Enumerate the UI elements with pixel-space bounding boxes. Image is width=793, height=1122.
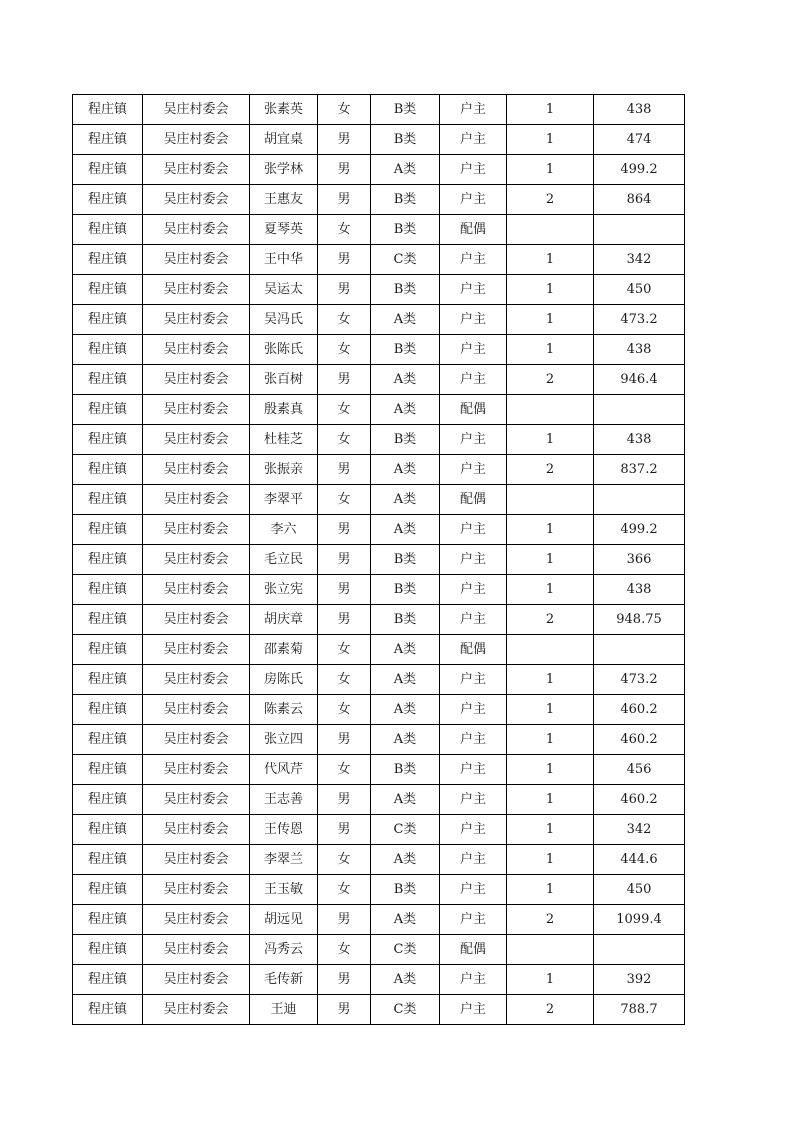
village-cell: 吴庄村委会 (143, 335, 250, 365)
gender-cell: 女 (318, 485, 371, 515)
amount-cell: 864 (594, 185, 685, 215)
name-cell: 张百树 (250, 365, 318, 395)
town-cell: 程庄镇 (73, 365, 143, 395)
relation-cell: 户主 (440, 665, 507, 695)
village-cell: 吴庄村委会 (143, 965, 250, 995)
table-row (73, 335, 685, 365)
table-row (73, 365, 685, 395)
household-count-cell: 1 (507, 725, 594, 755)
town-cell: 程庄镇 (73, 425, 143, 455)
village-cell: 吴庄村委会 (143, 515, 250, 545)
town-cell: 程庄镇 (73, 935, 143, 965)
category-cell: C类 (371, 245, 440, 275)
town-cell: 程庄镇 (73, 785, 143, 815)
town-cell: 程庄镇 (73, 125, 143, 155)
name-cell: 冯秀云 (250, 935, 318, 965)
village-cell: 吴庄村委会 (143, 305, 250, 335)
category-cell: A类 (371, 395, 440, 425)
relation-cell: 户主 (440, 545, 507, 575)
town-cell: 程庄镇 (73, 755, 143, 785)
village-cell: 吴庄村委会 (143, 605, 250, 635)
relation-cell: 户主 (440, 575, 507, 605)
table-row (73, 725, 685, 755)
amount-cell: 499.2 (594, 155, 685, 185)
amount-cell: 1099.4 (594, 905, 685, 935)
relation-cell: 户主 (440, 245, 507, 275)
household-count-cell: 1 (507, 785, 594, 815)
name-cell: 房陈氏 (250, 665, 318, 695)
category-cell: C类 (371, 935, 440, 965)
gender-cell: 男 (318, 905, 371, 935)
gender-cell: 女 (318, 635, 371, 665)
household-count-cell: 1 (507, 545, 594, 575)
gender-cell: 女 (318, 305, 371, 335)
category-cell: A类 (371, 155, 440, 185)
name-cell: 王迪 (250, 995, 318, 1025)
name-cell: 王玉敏 (250, 875, 318, 905)
category-cell: A类 (371, 965, 440, 995)
gender-cell: 男 (318, 245, 371, 275)
category-cell: B类 (371, 335, 440, 365)
name-cell: 邵素菊 (250, 635, 318, 665)
household-count-cell: 1 (507, 425, 594, 455)
amount-cell: 456 (594, 755, 685, 785)
amount-cell: 460.2 (594, 785, 685, 815)
village-cell: 吴庄村委会 (143, 755, 250, 785)
name-cell: 吴冯氏 (250, 305, 318, 335)
household-count-cell (507, 395, 594, 425)
amount-cell: 450 (594, 875, 685, 905)
relation-cell: 户主 (440, 155, 507, 185)
town-cell: 程庄镇 (73, 395, 143, 425)
category-cell: B类 (371, 605, 440, 635)
amount-cell: 948.75 (594, 605, 685, 635)
gender-cell: 男 (318, 365, 371, 395)
category-cell: A类 (371, 515, 440, 545)
household-count-cell: 1 (507, 155, 594, 185)
name-cell: 毛立民 (250, 545, 318, 575)
gender-cell: 男 (318, 605, 371, 635)
name-cell: 李翠平 (250, 485, 318, 515)
category-cell: C类 (371, 995, 440, 1025)
village-cell: 吴庄村委会 (143, 995, 250, 1025)
relation-cell: 户主 (440, 425, 507, 455)
gender-cell: 女 (318, 755, 371, 785)
town-cell: 程庄镇 (73, 95, 143, 125)
town-cell: 程庄镇 (73, 875, 143, 905)
village-cell: 吴庄村委会 (143, 155, 250, 185)
name-cell: 张陈氏 (250, 335, 318, 365)
household-count-cell: 1 (507, 815, 594, 845)
relation-cell: 配偶 (440, 215, 507, 245)
town-cell: 程庄镇 (73, 305, 143, 335)
household-count-cell: 1 (507, 515, 594, 545)
records-body (73, 95, 685, 1025)
town-cell: 程庄镇 (73, 905, 143, 935)
name-cell: 殷素真 (250, 395, 318, 425)
name-cell: 王中华 (250, 245, 318, 275)
household-count-cell: 1 (507, 965, 594, 995)
household-count-cell (507, 485, 594, 515)
table-row (73, 395, 685, 425)
category-cell: B类 (371, 275, 440, 305)
name-cell: 陈素云 (250, 695, 318, 725)
amount-cell: 438 (594, 95, 685, 125)
village-cell: 吴庄村委会 (143, 185, 250, 215)
amount-cell: 438 (594, 575, 685, 605)
gender-cell: 男 (318, 155, 371, 185)
town-cell: 程庄镇 (73, 605, 143, 635)
gender-cell: 女 (318, 215, 371, 245)
amount-cell: 460.2 (594, 695, 685, 725)
gender-cell: 女 (318, 875, 371, 905)
household-count-cell: 1 (507, 875, 594, 905)
table-row (73, 995, 685, 1025)
amount-cell: 342 (594, 815, 685, 845)
village-cell: 吴庄村委会 (143, 845, 250, 875)
relation-cell: 户主 (440, 995, 507, 1025)
table-row (73, 455, 685, 485)
amount-cell: 392 (594, 965, 685, 995)
household-count-cell: 1 (507, 125, 594, 155)
village-cell: 吴庄村委会 (143, 275, 250, 305)
gender-cell: 男 (318, 545, 371, 575)
name-cell: 张素英 (250, 95, 318, 125)
village-cell: 吴庄村委会 (143, 125, 250, 155)
village-cell: 吴庄村委会 (143, 425, 250, 455)
category-cell: B类 (371, 575, 440, 605)
table-row (73, 935, 685, 965)
household-count-cell (507, 935, 594, 965)
table-row (73, 605, 685, 635)
town-cell: 程庄镇 (73, 455, 143, 485)
relation-cell: 户主 (440, 815, 507, 845)
relation-cell: 户主 (440, 455, 507, 485)
village-cell: 吴庄村委会 (143, 545, 250, 575)
table-row (73, 965, 685, 995)
table-row (73, 155, 685, 185)
town-cell: 程庄镇 (73, 515, 143, 545)
category-cell: B类 (371, 425, 440, 455)
name-cell: 胡庆章 (250, 605, 318, 635)
amount-cell: 473.2 (594, 665, 685, 695)
village-cell: 吴庄村委会 (143, 785, 250, 815)
name-cell: 李翠兰 (250, 845, 318, 875)
village-cell: 吴庄村委会 (143, 905, 250, 935)
category-cell: B类 (371, 875, 440, 905)
relation-cell: 户主 (440, 365, 507, 395)
table-row (73, 785, 685, 815)
name-cell: 王惠友 (250, 185, 318, 215)
amount-cell: 342 (594, 245, 685, 275)
table-row (73, 575, 685, 605)
household-count-cell: 1 (507, 335, 594, 365)
table-row (73, 185, 685, 215)
name-cell: 王传恩 (250, 815, 318, 845)
household-count-cell: 2 (507, 365, 594, 395)
table-row (73, 515, 685, 545)
table-row (73, 275, 685, 305)
amount-cell: 366 (594, 545, 685, 575)
name-cell: 李六 (250, 515, 318, 545)
amount-cell: 450 (594, 275, 685, 305)
gender-cell: 女 (318, 665, 371, 695)
amount-cell (594, 935, 685, 965)
relation-cell: 配偶 (440, 485, 507, 515)
category-cell: A类 (371, 845, 440, 875)
relation-cell: 户主 (440, 755, 507, 785)
table-row (73, 485, 685, 515)
name-cell: 毛传新 (250, 965, 318, 995)
category-cell: B类 (371, 755, 440, 785)
household-count-cell: 1 (507, 305, 594, 335)
gender-cell: 女 (318, 935, 371, 965)
relation-cell: 户主 (440, 695, 507, 725)
household-count-cell: 1 (507, 755, 594, 785)
village-cell: 吴庄村委会 (143, 215, 250, 245)
relation-cell: 配偶 (440, 635, 507, 665)
amount-cell (594, 485, 685, 515)
gender-cell: 女 (318, 335, 371, 365)
gender-cell: 女 (318, 425, 371, 455)
relation-cell: 配偶 (440, 935, 507, 965)
records-table (72, 94, 685, 1025)
gender-cell: 男 (318, 125, 371, 155)
gender-cell: 男 (318, 995, 371, 1025)
amount-cell: 438 (594, 425, 685, 455)
household-count-cell: 2 (507, 455, 594, 485)
town-cell: 程庄镇 (73, 995, 143, 1025)
village-cell: 吴庄村委会 (143, 665, 250, 695)
relation-cell: 户主 (440, 605, 507, 635)
amount-cell (594, 215, 685, 245)
category-cell: A类 (371, 725, 440, 755)
name-cell: 王志善 (250, 785, 318, 815)
relation-cell: 户主 (440, 515, 507, 545)
table-row (73, 425, 685, 455)
gender-cell: 男 (318, 815, 371, 845)
relation-cell: 户主 (440, 905, 507, 935)
name-cell: 张立四 (250, 725, 318, 755)
table-row (73, 695, 685, 725)
gender-cell: 女 (318, 845, 371, 875)
household-count-cell: 1 (507, 665, 594, 695)
amount-cell: 438 (594, 335, 685, 365)
amount-cell: 444.6 (594, 845, 685, 875)
gender-cell: 女 (318, 395, 371, 425)
category-cell: A类 (371, 665, 440, 695)
household-count-cell: 2 (507, 995, 594, 1025)
table-row (73, 305, 685, 335)
category-cell: A类 (371, 785, 440, 815)
relation-cell: 户主 (440, 845, 507, 875)
household-count-cell (507, 215, 594, 245)
town-cell: 程庄镇 (73, 665, 143, 695)
amount-cell: 499.2 (594, 515, 685, 545)
amount-cell: 474 (594, 125, 685, 155)
household-count-cell: 1 (507, 695, 594, 725)
table-row (73, 545, 685, 575)
town-cell: 程庄镇 (73, 275, 143, 305)
table-row (73, 125, 685, 155)
table-row (73, 845, 685, 875)
gender-cell: 男 (318, 785, 371, 815)
category-cell: B类 (371, 185, 440, 215)
name-cell: 胡远见 (250, 905, 318, 935)
relation-cell: 户主 (440, 185, 507, 215)
village-cell: 吴庄村委会 (143, 95, 250, 125)
village-cell: 吴庄村委会 (143, 245, 250, 275)
relation-cell: 户主 (440, 785, 507, 815)
household-count-cell: 2 (507, 905, 594, 935)
relation-cell: 配偶 (440, 395, 507, 425)
gender-cell: 男 (318, 725, 371, 755)
household-count-cell: 2 (507, 605, 594, 635)
name-cell: 胡宜桌 (250, 125, 318, 155)
category-cell: B类 (371, 95, 440, 125)
table-row (73, 635, 685, 665)
table-row (73, 245, 685, 275)
category-cell: A类 (371, 365, 440, 395)
table-row (73, 875, 685, 905)
gender-cell: 男 (318, 455, 371, 485)
town-cell: 程庄镇 (73, 965, 143, 995)
household-count-cell: 1 (507, 95, 594, 125)
town-cell: 程庄镇 (73, 485, 143, 515)
gender-cell: 男 (318, 515, 371, 545)
village-cell: 吴庄村委会 (143, 875, 250, 905)
relation-cell: 户主 (440, 95, 507, 125)
name-cell: 吴运太 (250, 275, 318, 305)
amount-cell (594, 395, 685, 425)
category-cell: B类 (371, 215, 440, 245)
town-cell: 程庄镇 (73, 335, 143, 365)
category-cell: B类 (371, 545, 440, 575)
table-row (73, 755, 685, 785)
town-cell: 程庄镇 (73, 575, 143, 605)
town-cell: 程庄镇 (73, 845, 143, 875)
amount-cell: 837.2 (594, 455, 685, 485)
table-row (73, 815, 685, 845)
household-count-cell: 2 (507, 185, 594, 215)
village-cell: 吴庄村委会 (143, 725, 250, 755)
table-row (73, 215, 685, 245)
relation-cell: 户主 (440, 305, 507, 335)
category-cell: A类 (371, 305, 440, 335)
village-cell: 吴庄村委会 (143, 395, 250, 425)
village-cell: 吴庄村委会 (143, 575, 250, 605)
gender-cell: 男 (318, 575, 371, 605)
category-cell: A类 (371, 635, 440, 665)
relation-cell: 户主 (440, 965, 507, 995)
amount-cell: 460.2 (594, 725, 685, 755)
town-cell: 程庄镇 (73, 545, 143, 575)
table-row (73, 905, 685, 935)
household-count-cell: 1 (507, 845, 594, 875)
town-cell: 程庄镇 (73, 155, 143, 185)
gender-cell: 男 (318, 965, 371, 995)
town-cell: 程庄镇 (73, 725, 143, 755)
relation-cell: 户主 (440, 125, 507, 155)
household-count-cell: 1 (507, 575, 594, 605)
gender-cell: 女 (318, 695, 371, 725)
name-cell: 张振亲 (250, 455, 318, 485)
household-count-cell (507, 635, 594, 665)
category-cell: A类 (371, 695, 440, 725)
town-cell: 程庄镇 (73, 215, 143, 245)
relation-cell: 户主 (440, 275, 507, 305)
amount-cell: 473.2 (594, 305, 685, 335)
category-cell: A类 (371, 485, 440, 515)
village-cell: 吴庄村委会 (143, 365, 250, 395)
town-cell: 程庄镇 (73, 185, 143, 215)
name-cell: 代风芹 (250, 755, 318, 785)
category-cell: A类 (371, 455, 440, 485)
gender-cell: 男 (318, 185, 371, 215)
village-cell: 吴庄村委会 (143, 485, 250, 515)
table-row (73, 95, 685, 125)
category-cell: A类 (371, 905, 440, 935)
household-count-cell: 1 (507, 275, 594, 305)
relation-cell: 户主 (440, 725, 507, 755)
name-cell: 杜桂芝 (250, 425, 318, 455)
gender-cell: 男 (318, 275, 371, 305)
town-cell: 程庄镇 (73, 815, 143, 845)
village-cell: 吴庄村委会 (143, 635, 250, 665)
category-cell: C类 (371, 815, 440, 845)
town-cell: 程庄镇 (73, 695, 143, 725)
town-cell: 程庄镇 (73, 635, 143, 665)
name-cell: 夏琴英 (250, 215, 318, 245)
table-row (73, 665, 685, 695)
relation-cell: 户主 (440, 335, 507, 365)
village-cell: 吴庄村委会 (143, 935, 250, 965)
town-cell: 程庄镇 (73, 245, 143, 275)
name-cell: 张立宪 (250, 575, 318, 605)
amount-cell: 946.4 (594, 365, 685, 395)
amount-cell: 788.7 (594, 995, 685, 1025)
amount-cell (594, 635, 685, 665)
village-cell: 吴庄村委会 (143, 455, 250, 485)
village-cell: 吴庄村委会 (143, 695, 250, 725)
village-cell: 吴庄村委会 (143, 815, 250, 845)
household-count-cell: 1 (507, 245, 594, 275)
gender-cell: 女 (318, 95, 371, 125)
name-cell: 张学林 (250, 155, 318, 185)
category-cell: B类 (371, 125, 440, 155)
relation-cell: 户主 (440, 875, 507, 905)
